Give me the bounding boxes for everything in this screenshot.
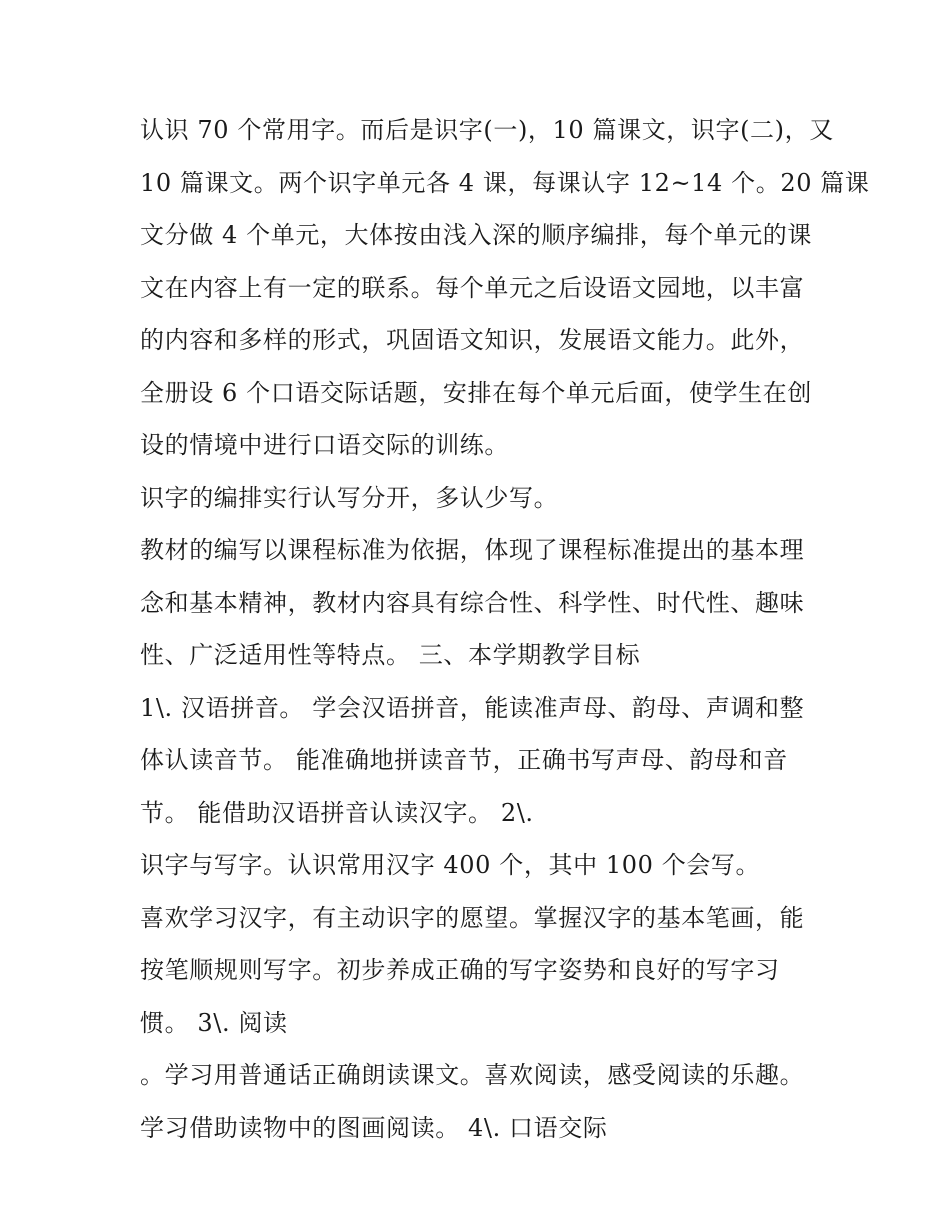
- text-line: 10 篇课文。两个识字单元各 4 课，每课认字 12~14 个。20 篇课: [140, 168, 870, 197]
- document-body: [140, 104, 870, 1154]
- text-line: 文在内容上有一定的联系。每个单元之后设语文园地，以丰富: [140, 273, 805, 302]
- text-line: 识字与写字。认识常用汉字 400 个，其中 100 个会写。: [140, 851, 761, 879]
- text-line: 性、广泛适用性等特点。 三、本学期教学目标: [140, 641, 641, 669]
- text-line: 按笔顺规则写字。初步养成正确的写字姿势和良好的写字习: [140, 956, 780, 984]
- text-line: 。学习用普通话正确朗读课文。喜欢阅读，感受阅读的乐趣。: [140, 1061, 805, 1089]
- text-line: 认识 70 个常用字。而后是识字(一)，10 篇课文，识字(二)，又: [140, 116, 834, 144]
- text-line: 设的情境中进行口语交际的训练。: [140, 431, 509, 459]
- text-line: 全册设 6 个口语交际话题，安排在每个单元后面，使学生在创: [140, 378, 812, 407]
- text-line: 节。 能借助汉语拼音认读汉字。 2\.: [140, 798, 534, 827]
- text-line: 的内容和多样的形式，巩固语文知识，发展语文能力。此外，: [140, 326, 805, 354]
- text-line: 文分做 4 个单元，大体按由浅入深的顺序编排，每个单元的课: [140, 221, 812, 249]
- text-line: 识字的编排实行认写分开，多认少写。: [140, 483, 559, 512]
- text-line: 惯。 3\. 阅读: [140, 1008, 288, 1037]
- text-line: 体认读音节。 能准确地拼读音节，正确书写声母、韵母和音: [140, 746, 788, 774]
- text-line: 1\. 汉语拼音。 学会汉语拼音，能读准声母、韵母、声调和整: [140, 693, 805, 722]
- text-line: 学习借助读物中的图画阅读。 4\. 口语交际: [140, 1113, 608, 1142]
- text-line: 喜欢学习汉字，有主动识字的愿望。掌握汉字的基本笔画，能: [140, 903, 805, 932]
- text-line: 念和基本精神，教材内容具有综合性、科学性、时代性、趣味: [140, 588, 805, 617]
- text-line: 教材的编写以课程标准为依据，体现了课程标准提出的基本理: [140, 536, 805, 564]
